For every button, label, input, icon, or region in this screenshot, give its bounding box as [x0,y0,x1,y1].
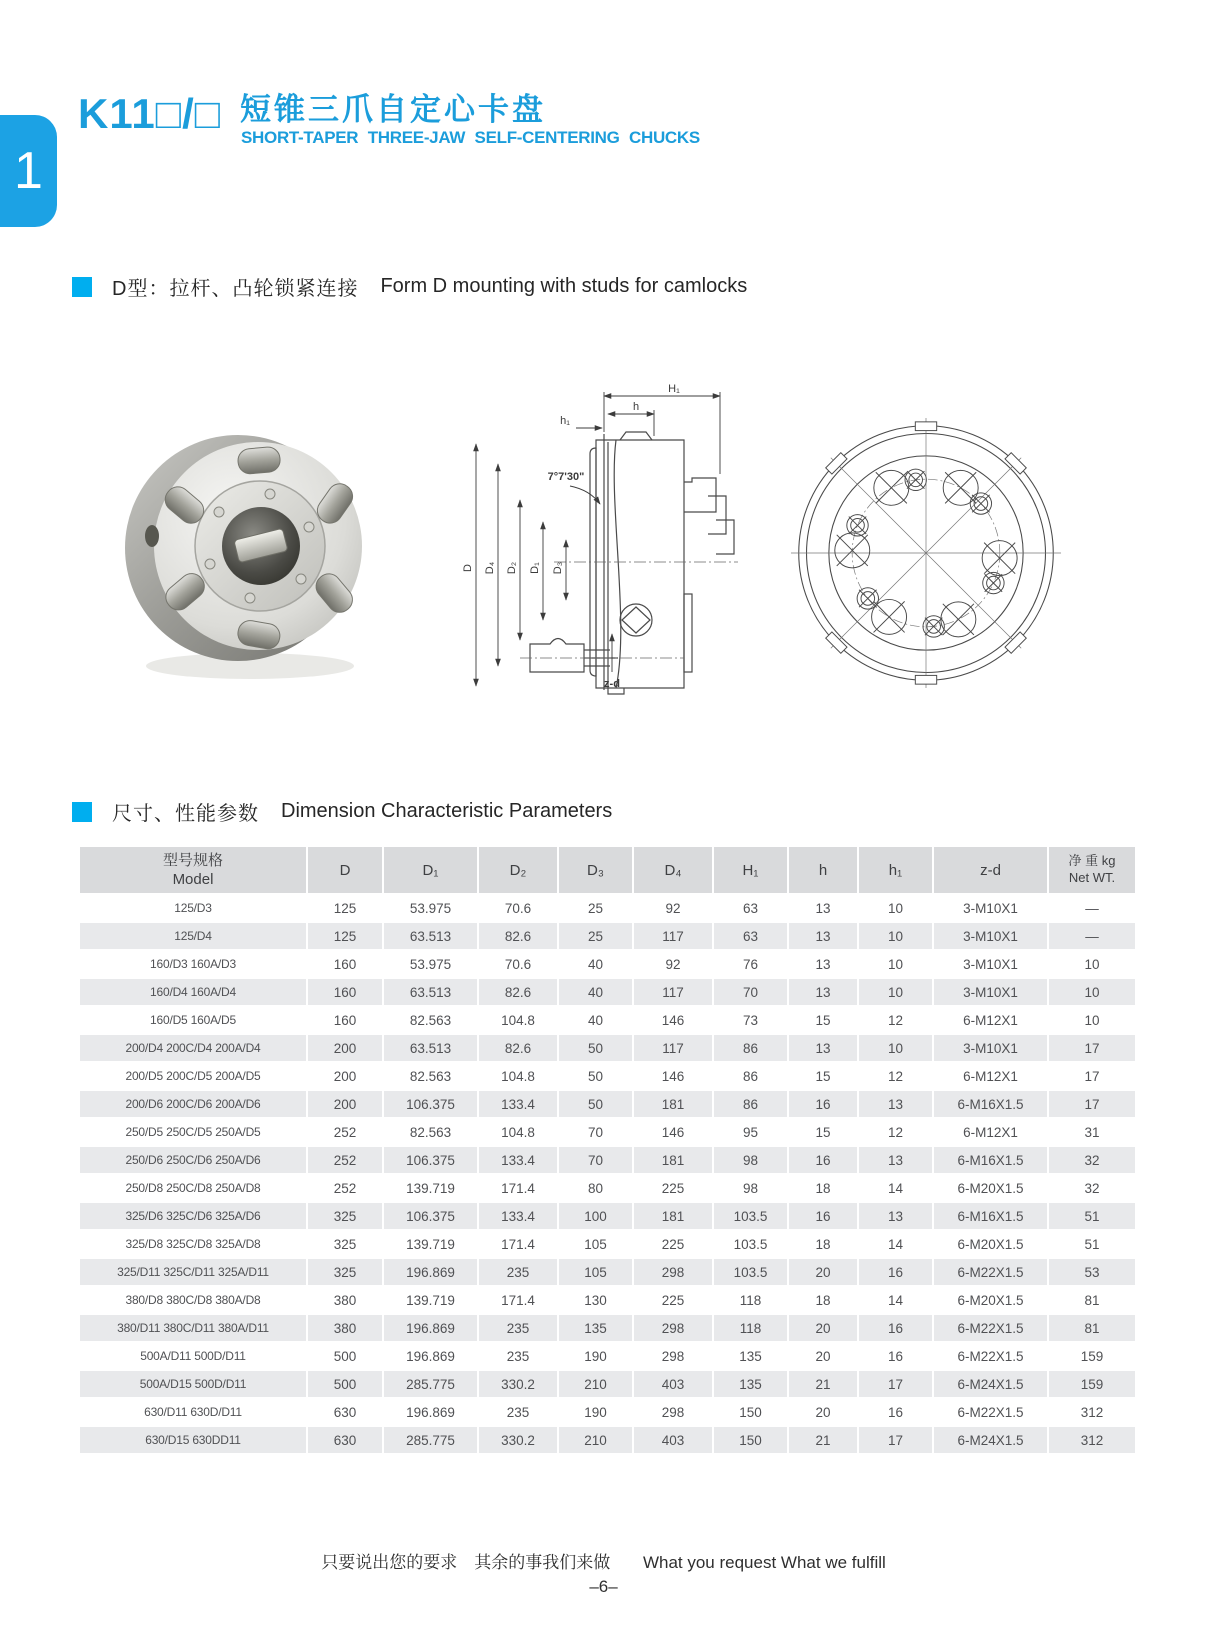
value-cell: 146 [634,1063,712,1089]
value-cell: 225 [634,1231,712,1257]
section-bullet-icon [72,802,92,822]
value-cell: 325 [308,1231,382,1257]
value-cell: 103.5 [714,1259,787,1285]
value-cell: 17 [859,1427,932,1453]
value-cell: 500 [308,1343,382,1369]
value-cell: 403 [634,1371,712,1397]
value-cell: 160 [308,951,382,977]
value-cell: 200 [308,1035,382,1061]
value-cell: 82.6 [479,923,557,949]
table-row [80,1231,1135,1257]
value-cell: 133.4 [479,1091,557,1117]
value-cell: 6-M12X1 [934,1119,1047,1145]
value-cell: 50 [559,1063,632,1089]
value-cell: 3-M10X1 [934,951,1047,977]
value-cell: 17 [1049,1063,1135,1089]
value-cell: 235 [479,1399,557,1425]
value-cell: 98 [714,1147,787,1173]
value-cell: 16 [859,1259,932,1285]
value-cell: 14 [859,1231,932,1257]
value-cell: 181 [634,1091,712,1117]
model-cell: 160/D3 160A/D3 [80,951,306,977]
value-cell: 51 [1049,1231,1135,1257]
weight-header-cn: 净 重 kg [1068,853,1116,869]
value-cell: 380 [308,1287,382,1313]
chapter-number: 1 [14,142,43,200]
model-cell: 325/D6 325C/D6 325A/D6 [80,1203,306,1229]
value-cell: 181 [634,1203,712,1229]
footer-slogan-cn: 只要说出您的要求 其余的事我们来做 [321,1553,611,1572]
value-cell: 105 [559,1231,632,1257]
value-cell: 73 [714,1007,787,1033]
value-cell: 150 [714,1427,787,1453]
dim-label-D1: D₁ [529,562,541,574]
dim-header-cell: D₃ [559,847,632,893]
value-cell: 10 [859,951,932,977]
value-cell: 10 [859,1035,932,1061]
dim-header-cell: D₁ [384,847,477,893]
value-cell: 10 [859,895,932,921]
value-cell: 330.2 [479,1371,557,1397]
value-cell: 200 [308,1091,382,1117]
value-cell: 13 [859,1147,932,1173]
page-title-chinese: 短锥三爪自定心卡盘 [240,92,546,127]
value-cell: 25 [559,895,632,921]
footer-slogan [0,1548,1207,1573]
value-cell: 125 [308,923,382,949]
value-cell: 81 [1049,1287,1135,1313]
value-cell: 159 [1049,1343,1135,1369]
value-cell: 12 [859,1063,932,1089]
value-cell: 17 [1049,1035,1135,1061]
value-cell: 50 [559,1091,632,1117]
value-cell: 298 [634,1259,712,1285]
value-cell: 31 [1049,1119,1135,1145]
value-cell: 16 [789,1091,857,1117]
value-cell: 16 [859,1399,932,1425]
value-cell: 70.6 [479,895,557,921]
table-row [80,1287,1135,1313]
value-cell: 82.6 [479,979,557,1005]
value-cell: 6-M22X1.5 [934,1399,1047,1425]
value-cell: 630 [308,1427,382,1453]
dim-label-D4: D₄ [484,561,496,575]
model-cell: 160/D5 160A/D5 [80,1007,306,1033]
section-mounting-label-en: Form D mounting with studs for camlocks [380,275,748,297]
value-cell: 403 [634,1427,712,1453]
value-cell: 3-M10X1 [934,1035,1047,1061]
value-cell: 10 [1049,951,1135,977]
value-cell: 63 [714,923,787,949]
value-cell: 15 [789,1007,857,1033]
value-cell: 225 [634,1175,712,1201]
dim-label-D2: D₂ [506,561,518,575]
value-cell: 325 [308,1203,382,1229]
weight-header-cell [1049,847,1135,893]
value-cell: 196.869 [384,1259,477,1285]
value-cell: 6-M22X1.5 [934,1315,1047,1341]
value-cell: 133.4 [479,1147,557,1173]
value-cell: 130 [559,1287,632,1313]
table-row [80,951,1135,977]
value-cell: 103.5 [714,1203,787,1229]
value-cell: 16 [859,1315,932,1341]
value-cell: 146 [634,1119,712,1145]
value-cell: 82.6 [479,1035,557,1061]
value-cell: 12 [859,1007,932,1033]
value-cell: 86 [714,1035,787,1061]
value-cell: 6-M16X1.5 [934,1147,1047,1173]
value-cell: 10 [1049,979,1135,1005]
table-row [80,1007,1135,1033]
value-cell: 25 [559,923,632,949]
value-cell: — [1049,895,1135,921]
table-row [80,1203,1135,1229]
section-mounting-label-cn: D型：拉杆、凸轮锁紧连接 [112,278,359,300]
value-cell: 6-M12X1 [934,1007,1047,1033]
table-body [80,895,1135,1453]
value-cell: 118 [714,1315,787,1341]
table-row [80,1399,1135,1425]
value-cell: 6-M20X1.5 [934,1231,1047,1257]
value-cell: 103.5 [714,1231,787,1257]
model-cell: 250/D8 250C/D8 250A/D8 [80,1175,306,1201]
value-cell: 252 [308,1119,382,1145]
value-cell: 252 [308,1147,382,1173]
value-cell: 10 [1049,1007,1135,1033]
value-cell: 117 [634,923,712,949]
value-cell: 6-M12X1 [934,1063,1047,1089]
value-cell: 70 [559,1147,632,1173]
page-title-english: SHORT-TAPER THREE-JAW SELF-CENTERING CHUCKS [241,128,700,147]
value-cell: 70 [559,1119,632,1145]
value-cell: 171.4 [479,1287,557,1313]
model-cell: 125/D4 [80,923,306,949]
cross-section-drawing [458,382,743,707]
value-cell: 100 [559,1203,632,1229]
value-cell: 32 [1049,1175,1135,1201]
value-cell: 3-M10X1 [934,979,1047,1005]
model-cell: 250/D5 250C/D5 250A/D5 [80,1119,306,1145]
value-cell: 18 [789,1231,857,1257]
value-cell: 235 [479,1315,557,1341]
footer-slogan-en: What you request What we fulfill [642,1553,886,1572]
value-cell: 210 [559,1427,632,1453]
table-row [80,1035,1135,1061]
value-cell: 133.4 [479,1203,557,1229]
value-cell: 3-M10X1 [934,895,1047,921]
value-cell: 20 [789,1343,857,1369]
table-row [80,895,1135,921]
front-view-graphic [790,412,1062,694]
value-cell: 3-M10X1 [934,923,1047,949]
value-cell: 20 [789,1259,857,1285]
value-cell: 135 [559,1315,632,1341]
value-cell: 106.375 [384,1147,477,1173]
table-row [80,1371,1135,1397]
value-cell: 40 [559,1007,632,1033]
value-cell: 40 [559,951,632,977]
section-dimensions-label-en: Dimension Characteristic Parameters [281,800,613,822]
value-cell: 160 [308,1007,382,1033]
value-cell: 139.719 [384,1175,477,1201]
weight-header-en: Net WT. [1068,870,1116,885]
value-cell: 76 [714,951,787,977]
section-mounting-header [72,272,747,301]
value-cell: 139.719 [384,1287,477,1313]
value-cell: — [1049,923,1135,949]
value-cell: 146 [634,1007,712,1033]
dim-label-H1: H₁ [668,383,680,395]
value-cell: 225 [634,1287,712,1313]
table-row [80,923,1135,949]
value-cell: 82.563 [384,1063,477,1089]
model-header-cell [80,847,306,893]
value-cell: 135 [714,1371,787,1397]
value-cell: 125 [308,895,382,921]
dim-header-cell: h [789,847,857,893]
value-cell: 51 [1049,1203,1135,1229]
value-cell: 6-M20X1.5 [934,1175,1047,1201]
model-header-en: Model [172,871,214,888]
value-cell: 92 [634,895,712,921]
chuck-photo-graphic [118,408,388,698]
dim-label-D3: D₃ [552,561,564,575]
model-cell: 500A/D11 500D/D11 [80,1343,306,1369]
value-cell: 16 [789,1147,857,1173]
value-cell: 312 [1049,1427,1135,1453]
value-cell: 63.513 [384,1035,477,1061]
angle-label: 7°7'30" [547,471,585,483]
table-row [80,1259,1135,1285]
dim-label-D: D [462,564,474,572]
value-cell: 70.6 [479,951,557,977]
table-row [80,1343,1135,1369]
value-cell: 13 [789,951,857,977]
table-row [80,979,1135,1005]
value-cell: 6-M22X1.5 [934,1343,1047,1369]
value-cell: 40 [559,979,632,1005]
value-cell: 10 [859,979,932,1005]
dim-header-cell: D₂ [479,847,557,893]
value-cell: 285.775 [384,1371,477,1397]
model-cell: 630/D15 630DD11 [80,1427,306,1453]
value-cell: 298 [634,1399,712,1425]
model-cell: 160/D4 160A/D4 [80,979,306,1005]
model-cell: 200/D4 200C/D4 200A/D4 [80,1035,306,1061]
dim-header-cell: D [308,847,382,893]
value-cell: 105 [559,1259,632,1285]
value-cell: 86 [714,1091,787,1117]
value-cell: 18 [789,1175,857,1201]
value-cell: 14 [859,1287,932,1313]
model-cell: 200/D6 200C/D6 200A/D6 [80,1091,306,1117]
dim-label-h: h [632,401,640,413]
table-row [80,1063,1135,1089]
value-cell: 104.8 [479,1119,557,1145]
dim-label-h1: h₁ [560,415,570,427]
dim-header-cell: h₁ [859,847,932,893]
value-cell: 82.563 [384,1007,477,1033]
value-cell: 235 [479,1259,557,1285]
value-cell: 82.563 [384,1119,477,1145]
value-cell: 159 [1049,1371,1135,1397]
dim-header-cell: z-d [934,847,1047,893]
value-cell: 160 [308,979,382,1005]
model-cell: 325/D11 325C/D11 325A/D11 [80,1259,306,1285]
value-cell: 53 [1049,1259,1135,1285]
value-cell: 80 [559,1175,632,1201]
value-cell: 6-M16X1.5 [934,1091,1047,1117]
value-cell: 16 [859,1343,932,1369]
product-photo [118,408,388,698]
value-cell: 63.513 [384,923,477,949]
value-cell: 235 [479,1343,557,1369]
section-dimensions-label-cn: 尺寸、性能参数 [112,803,259,825]
value-cell: 17 [1049,1091,1135,1117]
table-row [80,1119,1135,1145]
value-cell: 70 [714,979,787,1005]
value-cell: 13 [789,979,857,1005]
value-cell: 13 [789,923,857,949]
value-cell: 252 [308,1175,382,1201]
value-cell: 14 [859,1175,932,1201]
value-cell: 18 [789,1287,857,1313]
value-cell: 13 [859,1203,932,1229]
value-cell: 181 [634,1147,712,1173]
value-cell: 98 [714,1175,787,1201]
value-cell: 16 [789,1203,857,1229]
value-cell: 139.719 [384,1231,477,1257]
value-cell: 298 [634,1315,712,1341]
dimension-parameters-table [78,845,1137,1455]
model-cell: 380/D8 380C/D8 380A/D8 [80,1287,306,1313]
value-cell: 53.975 [384,951,477,977]
value-cell: 171.4 [479,1231,557,1257]
value-cell: 13 [789,1035,857,1061]
value-cell: 63.513 [384,979,477,1005]
model-cell: 325/D8 325C/D8 325A/D8 [80,1231,306,1257]
value-cell: 190 [559,1399,632,1425]
value-cell: 15 [789,1119,857,1145]
value-cell: 117 [634,979,712,1005]
value-cell: 17 [859,1371,932,1397]
value-cell: 13 [859,1091,932,1117]
value-cell: 135 [714,1343,787,1369]
value-cell: 106.375 [384,1203,477,1229]
model-cell: 380/D11 380C/D11 380A/D11 [80,1315,306,1341]
value-cell: 50 [559,1035,632,1061]
table-header-row [80,847,1135,893]
page-number: –6– [589,1577,618,1596]
value-cell: 298 [634,1343,712,1369]
value-cell: 196.869 [384,1399,477,1425]
model-cell: 500A/D15 500D/D11 [80,1371,306,1397]
value-cell: 285.775 [384,1427,477,1453]
value-cell: 325 [308,1259,382,1285]
value-cell: 12 [859,1119,932,1145]
value-cell: 380 [308,1315,382,1341]
value-cell: 196.869 [384,1315,477,1341]
value-cell: 6-M16X1.5 [934,1203,1047,1229]
value-cell: 92 [634,951,712,977]
model-cell: 630/D11 630D/D11 [80,1399,306,1425]
value-cell: 10 [859,923,932,949]
model-cell: 125/D3 [80,895,306,921]
value-cell: 6-M24X1.5 [934,1371,1047,1397]
value-cell: 95 [714,1119,787,1145]
value-cell: 20 [789,1399,857,1425]
value-cell: 32 [1049,1147,1135,1173]
model-header-cn: 型号规格 [162,851,223,869]
value-cell: 171.4 [479,1175,557,1201]
table-row [80,1091,1135,1117]
value-cell: 20 [789,1315,857,1341]
value-cell: 13 [789,895,857,921]
chapter-tab [0,115,57,227]
value-cell: 6-M22X1.5 [934,1259,1047,1285]
value-cell: 150 [714,1399,787,1425]
front-view-drawing [790,412,1062,694]
model-cell: 200/D5 200C/D5 200A/D5 [80,1063,306,1089]
value-cell: 312 [1049,1399,1135,1425]
value-cell: 190 [559,1343,632,1369]
value-cell: 200 [308,1063,382,1089]
section-bullet-icon [72,277,92,297]
value-cell: 63 [714,895,787,921]
dim-header-cell: H₁ [714,847,787,893]
value-cell: 210 [559,1371,632,1397]
cross-section-graphic [458,382,743,707]
value-cell: 21 [789,1427,857,1453]
dim-header-cell: D₄ [634,847,712,893]
model-cell: 250/D6 250C/D6 250A/D6 [80,1147,306,1173]
section-dimensions-header [72,797,612,826]
value-cell: 106.375 [384,1091,477,1117]
table-row [80,1147,1135,1173]
value-cell: 53.975 [384,895,477,921]
value-cell: 630 [308,1399,382,1425]
page-title-model-code: K11□/□ [78,90,222,137]
value-cell: 118 [714,1287,787,1313]
value-cell: 330.2 [479,1427,557,1453]
value-cell: 15 [789,1063,857,1089]
value-cell: 86 [714,1063,787,1089]
value-cell: 104.8 [479,1007,557,1033]
table-row [80,1315,1135,1341]
value-cell: 117 [634,1035,712,1061]
value-cell: 81 [1049,1315,1135,1341]
table-row [80,1427,1135,1453]
value-cell: 104.8 [479,1063,557,1089]
value-cell: 21 [789,1371,857,1397]
value-cell: 196.869 [384,1343,477,1369]
zd-label: z-d [604,678,620,690]
value-cell: 500 [308,1371,382,1397]
table-row [80,1175,1135,1201]
value-cell: 6-M24X1.5 [934,1427,1047,1453]
value-cell: 6-M20X1.5 [934,1287,1047,1313]
